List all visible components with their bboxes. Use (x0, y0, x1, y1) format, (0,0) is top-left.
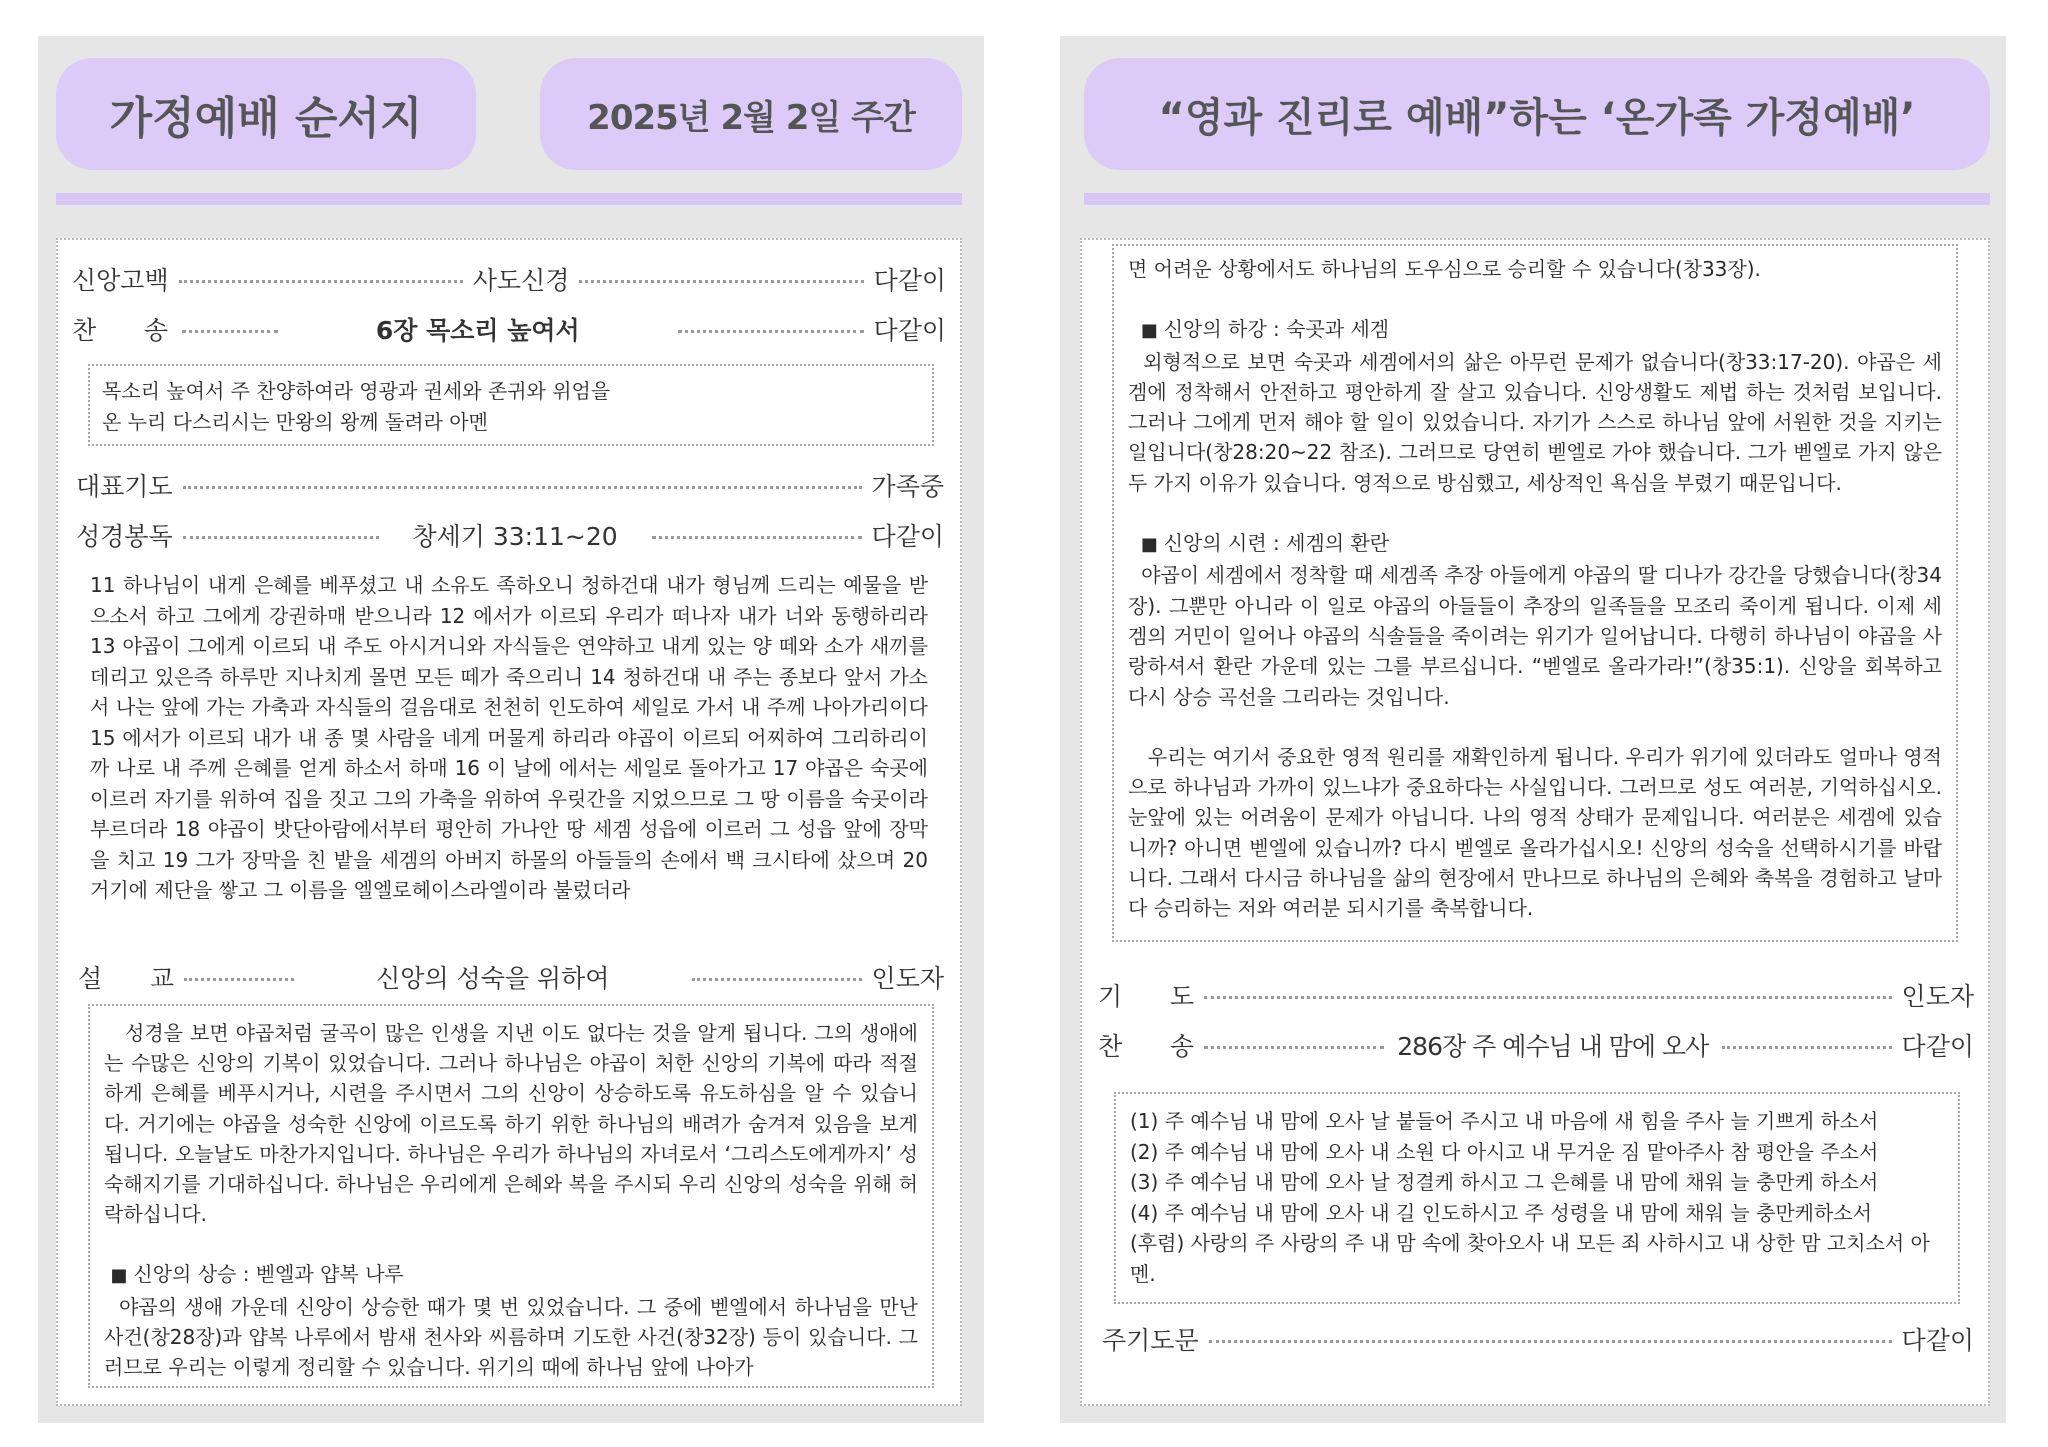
sermon-heading: ■ 신앙의 상승 : 벧엘과 얍복 나루 (110, 1262, 404, 1287)
leader-dots (1204, 1046, 1384, 1049)
sermon-paragraph: 야곱의 생애 가운데 신앙이 상승한 때가 몇 번 있었습니다. 그 중에 벧엘에서 하나님을 만난 사건(창28장)과 얍복 나루에서 밤새 천사와 씨름하며 기도한 사건(창32장) 등이 있습니다. 그러므로 우리는 이렇게 정리할 수 있습니다. 위기의 때에 하나님 앞에 나아가 (104, 1294, 925, 1380)
black-square-icon: ■ (1140, 534, 1158, 556)
lyric-line: 온 누리 다스리시는 만왕의 왕께 돌려라 아멘 (102, 409, 488, 434)
sermon-paragraph: 우리는 여기서 중요한 영적 원리를 재확인하게 됩니다. 우리가 위기에 있더라도 얼마나 영적으로 하나님과 가까이 있느냐가 중요하다는 사실입니다. 그러므로 성도 여러분, 기억하십시오. 눈앞에 있는 어려움이 문제가 아닙니다. 나의 영적 상태가 문제입니다. 여러분은 세겜에 있습니까? 아니면 벧엘에 있습니까? 다시 벧엘로 올라가십시오! 신앙의 성숙을 선택하시기를 바랍니다. 그래서 다시금 하나님을 삶의 현장에서 만나므로 하나님의 은혜와 축복을 경험하고 날마다 승리하는 저와 여러분 되시기를 축복합니다. (1128, 744, 1949, 921)
left-title: 가정예배 순서지 (56, 58, 476, 170)
row-right: 인도자 (871, 964, 944, 993)
leader-dots (1722, 1046, 1892, 1049)
row-reading (76, 518, 944, 552)
sermon-box-right (1112, 244, 1958, 942)
sermon-paragraph: 야곱이 세겜에서 정착할 때 세겜족 추장 아들에게 야곱의 딸 디나가 강간을 당했습니다(창34장). 그뿐만 아니라 이 일로 야곱의 아들들이 추장의 일족들을 모조리 죽이게 됩니다. 이제 세겜의 거민이 일어나 야곱의 식솔들을 죽이려는 위기가 일어납니다. 다행히 하나님이 야곱을 사랑하셔서 환란 가운데 있는 그를 부르십니다. “벧엘로 올라가라!”(창35:1). 신앙을 회복하고 다시 상승 곡선을 그리라는 것입니다. (1128, 563, 1949, 709)
row-center: 창세기 33:11~20 (412, 522, 618, 551)
scripture-text: 11 하나님이 내게 은혜를 베푸셨고 내 소유도 족하오니 청하건대 내가 형님께 드리는 예물을 받으소서 하고 그에게 강권하매 받으니라 12 에서가 이르되 우리가 떠나자 내가 너와 동행하리라 13 야곱이 그에게 이르되 내 주도 아시거니와 자식들은 연약하고 내게 있는 양 떼와 소가 새끼를 데리고 있은즉 하루만 지나치게 몰면 모든 떼가 죽으리니 14 청하건대 내 주는 종보다 앞서 가소서 나는 앞에 가는 가축과 자식들의 걸음대로 천천히 인도하여 세일로 가서 내 주께 나아가리이다 15 에서가 이르되 내가 내 종 몇 사람을 네게 머물게 하리라 야곱이 이르되 어찌하여 그리하리이까 나로 내 주께 은혜를 얻게 하소서 하매 16 이 날에 에서는 세일로 돌아가고 17 야곱은 숙곳에 이르러 자기를 위하여 집을 짓고 그의 가축을 위하여 우릿간을 지었으므로 그 땅 이름을 숙곳이라 부르더라 18 야곱이 밧단아람에서부터 평안히 가나안 땅 세겜 성읍에 이르러 그 성읍 앞에 장막을 치고 19 그가 장막을 친 밭을 세겜의 아버지 하몰의 아들들의 손에서 백 크시타에 샀으며 20 거기에 제단을 쌓고 그 이름을 엘엘로헤이스라엘이라 불렀더라 (90, 573, 928, 902)
row-label: 찬 송 (72, 316, 168, 345)
sermon-box-left (88, 1004, 934, 1388)
row-label: 신앙고백 (72, 266, 169, 295)
row-right: 다같이 (1901, 1326, 1974, 1355)
row-label: 설 교 (78, 964, 174, 993)
lyric-line: (2) 주 예수님 내 맘에 오사 내 소원 다 아시고 내 무거운 짐 맡아주사 참 평안을 주소서 (1130, 1139, 1879, 1164)
leader-dots (1204, 996, 1892, 999)
row-closing-prayer (1098, 978, 1974, 1012)
row-right: 다같이 (873, 316, 946, 345)
row-center: 신앙의 성숙을 위하여 (376, 964, 610, 993)
sermon-heading: ■ 신앙의 하강 : 숙곳과 세겜 (1140, 317, 1390, 342)
leader-dots (183, 536, 379, 539)
row-sermon (78, 960, 944, 994)
leader-dots (692, 978, 862, 981)
row-prayer (76, 468, 944, 502)
leader-dots (183, 486, 862, 489)
sermon-heading: ■ 신앙의 시련 : 세겜의 환란 (1140, 531, 1390, 556)
row-center: 6장 목소리 높여서 (375, 316, 580, 345)
row-center: 286장 주 예수님 내 맘에 오사 (1397, 1032, 1709, 1061)
row-right: 다같이 (873, 266, 947, 295)
right-title-stripe (1084, 193, 1990, 205)
sermon-paragraph: 면 어려운 상황에서도 하나님의 도우심으로 승리할 수 있습니다(창33장). (1128, 257, 1761, 281)
left-title-stripe (56, 193, 962, 205)
leader-dots (652, 536, 862, 539)
row-center: 사도신경 (472, 266, 570, 295)
week-label: 2025년 2월 2일 주간 (540, 58, 962, 170)
lyric-line: 목소리 높여서 주 찬양하여라 영광과 권세와 존귀와 위엄을 (102, 379, 611, 403)
leader-dots (579, 280, 863, 283)
row-creed (72, 262, 946, 296)
lyric-line: (1) 주 예수님 내 맘에 오사 날 붙들어 주시고 내 마음에 새 힘을 주사 늘 기쁘게 하소서 (1130, 1109, 1879, 1133)
leader-dots (1209, 1340, 1892, 1343)
row-label: 대표기도 (76, 472, 173, 501)
row-right: 인도자 (1901, 982, 1974, 1011)
row-lords-prayer (1102, 1322, 1974, 1356)
hymn-lyrics-box (88, 364, 934, 446)
right-title: “영과 진리로 예배”하는 ‘온가족 가정예배’ (1084, 58, 1990, 170)
closing-hymn-lyrics-box (1114, 1092, 1960, 1304)
leader-dots (184, 978, 294, 981)
leader-dots (182, 330, 278, 333)
lyric-line: (3) 주 예수님 내 맘에 오사 날 정결케 하시고 그 은혜를 내 맘에 채워 늘 충만케 하소서 (1130, 1170, 1879, 1194)
lyric-line: (4) 주 예수님 내 맘에 오사 내 길 인도하시고 주 성령을 내 맘에 채워 늘 충만케하소서 (1130, 1200, 1872, 1225)
leader-dots (678, 330, 864, 333)
row-label: 성경봉독 (76, 522, 173, 551)
black-square-icon: ■ (110, 1265, 128, 1287)
row-right: 가족중 (871, 472, 944, 501)
black-square-icon: ■ (1140, 320, 1158, 342)
row-label: 주기도문 (1102, 1326, 1199, 1355)
lyric-line: (후렴) 사랑의 주 사랑의 주 내 맘 속에 찾아오사 내 모든 죄 사하시고 내 상한 맘 고치소서 아멘. (1130, 1231, 1930, 1286)
row-right: 다같이 (1901, 1032, 1974, 1061)
row-closing-hymn (1098, 1028, 1974, 1062)
leader-dots (179, 280, 463, 283)
sermon-paragraph: 외형적으로 보면 숙곳과 세겜에서의 삶은 아무런 문제가 없습니다(창33:17-20). 야곱은 세겜에 정착해서 안전하고 평안하게 잘 살고 있습니다. 신앙생활도 제법 하는 것처럼 보입니다. 그러나 그에게 먼저 해야 할 일이 있었습니다. 자기가 스스로 하나님 앞에 서원한 것을 지키는 일입니다(창28:20~22 참조). 그러므로 당연히 벧엘로 가야 했습니다. 그가 벧엘로 가지 않은 두 가지 이유가 있습니다. 영적으로 방심했고, 세상적인 욕심을 부렸기 때문입니다. (1128, 349, 1949, 495)
row-label: 기 도 (1098, 982, 1194, 1011)
sermon-paragraph: 성경을 보면 야곱처럼 굴곡이 많은 인생을 지낸 이도 없다는 것을 알게 됩니다. 그의 생애에는 수많은 신앙의 기복이 있었습니다. 그러나 하나님은 야곱이 처한 신앙의 기복에 따라 적절하게 은혜를 베푸시거나, 시련을 주시면서 그의 신앙이 상승하도록 유도하심을 알 수 있습니다. 거기에는 야곱을 성숙한 신앙에 이르도록 하기 위한 하나님의 배려가 숨겨져 있음을 보게 됩니다. 오늘날도 마찬가지입니다. 하나님은 우리가 하나님의 자녀로서 ‘그리스도에게까지’ 성숙해지기를 기대하십니다. 하나님은 우리에게 은혜와 복을 주시되 우리 신앙의 성숙을 위해 허락하십니다. (104, 1021, 925, 1227)
row-label: 찬 송 (1098, 1032, 1194, 1061)
row-hymn (72, 312, 946, 346)
row-right: 다같이 (871, 522, 944, 551)
